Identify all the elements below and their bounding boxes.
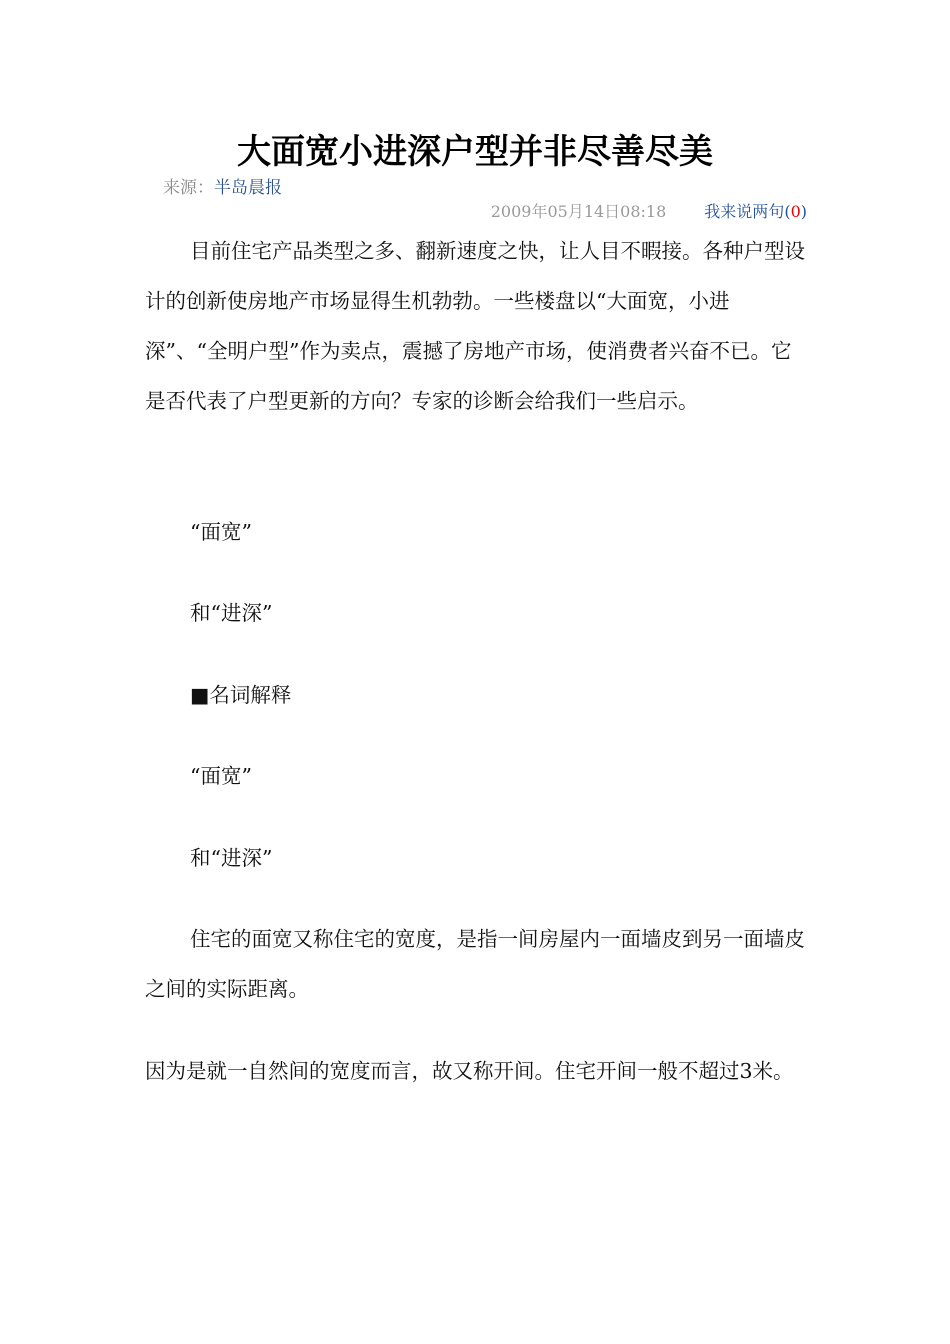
comment-count[interactable]: 0 <box>790 202 801 221</box>
article-title: 大面宽小进深户型并非尽善尽美 <box>237 132 713 172</box>
paragraph-heading-width-2: “面宽” <box>190 764 252 788</box>
source-label: 来源： <box>163 178 214 198</box>
paragraph-term-explanation: ■名词解释 <box>190 683 292 707</box>
comment-open-paren: ( <box>784 202 791 221</box>
publish-date: 2009年05月14日08:18 <box>490 202 667 221</box>
paragraph-heading-width: “面宽” <box>190 520 252 544</box>
paragraph-heading-depth: 和“进深” <box>190 601 273 625</box>
article-meta <box>491 200 807 224</box>
paragraph-width-definition: 住宅的面宽又称住宅的宽度，是指一间房屋内一面墙皮到另一面墙皮之间的实际距离。 <box>145 927 805 1001</box>
comment-link[interactable] <box>704 202 807 221</box>
paragraph-bay-explanation: 因为是就一自然间的宽度而言，故又称开间。住宅开间一般不超过3米。 <box>145 1059 794 1083</box>
article-source <box>163 176 282 200</box>
source-link[interactable]: 半岛晨报 <box>214 178 282 198</box>
comment-label[interactable]: 我来说两句 <box>704 202 785 221</box>
paragraph-intro: 目前住宅产品类型之多、翻新速度之快，让人目不暇接。各种户型设计的创新使房地产市场显得生机勃勃。一些楼盘以“大面宽，小进深”、“全明户型”作为卖点，震撼了房地产市场，使消费者兴奋不已。它是否代表了户型更新的方向？专家的诊断会给我们一些启示。 <box>145 239 805 413</box>
comment-close-paren: ) <box>800 202 807 221</box>
paragraph-heading-depth-2: 和“进深” <box>190 846 273 870</box>
